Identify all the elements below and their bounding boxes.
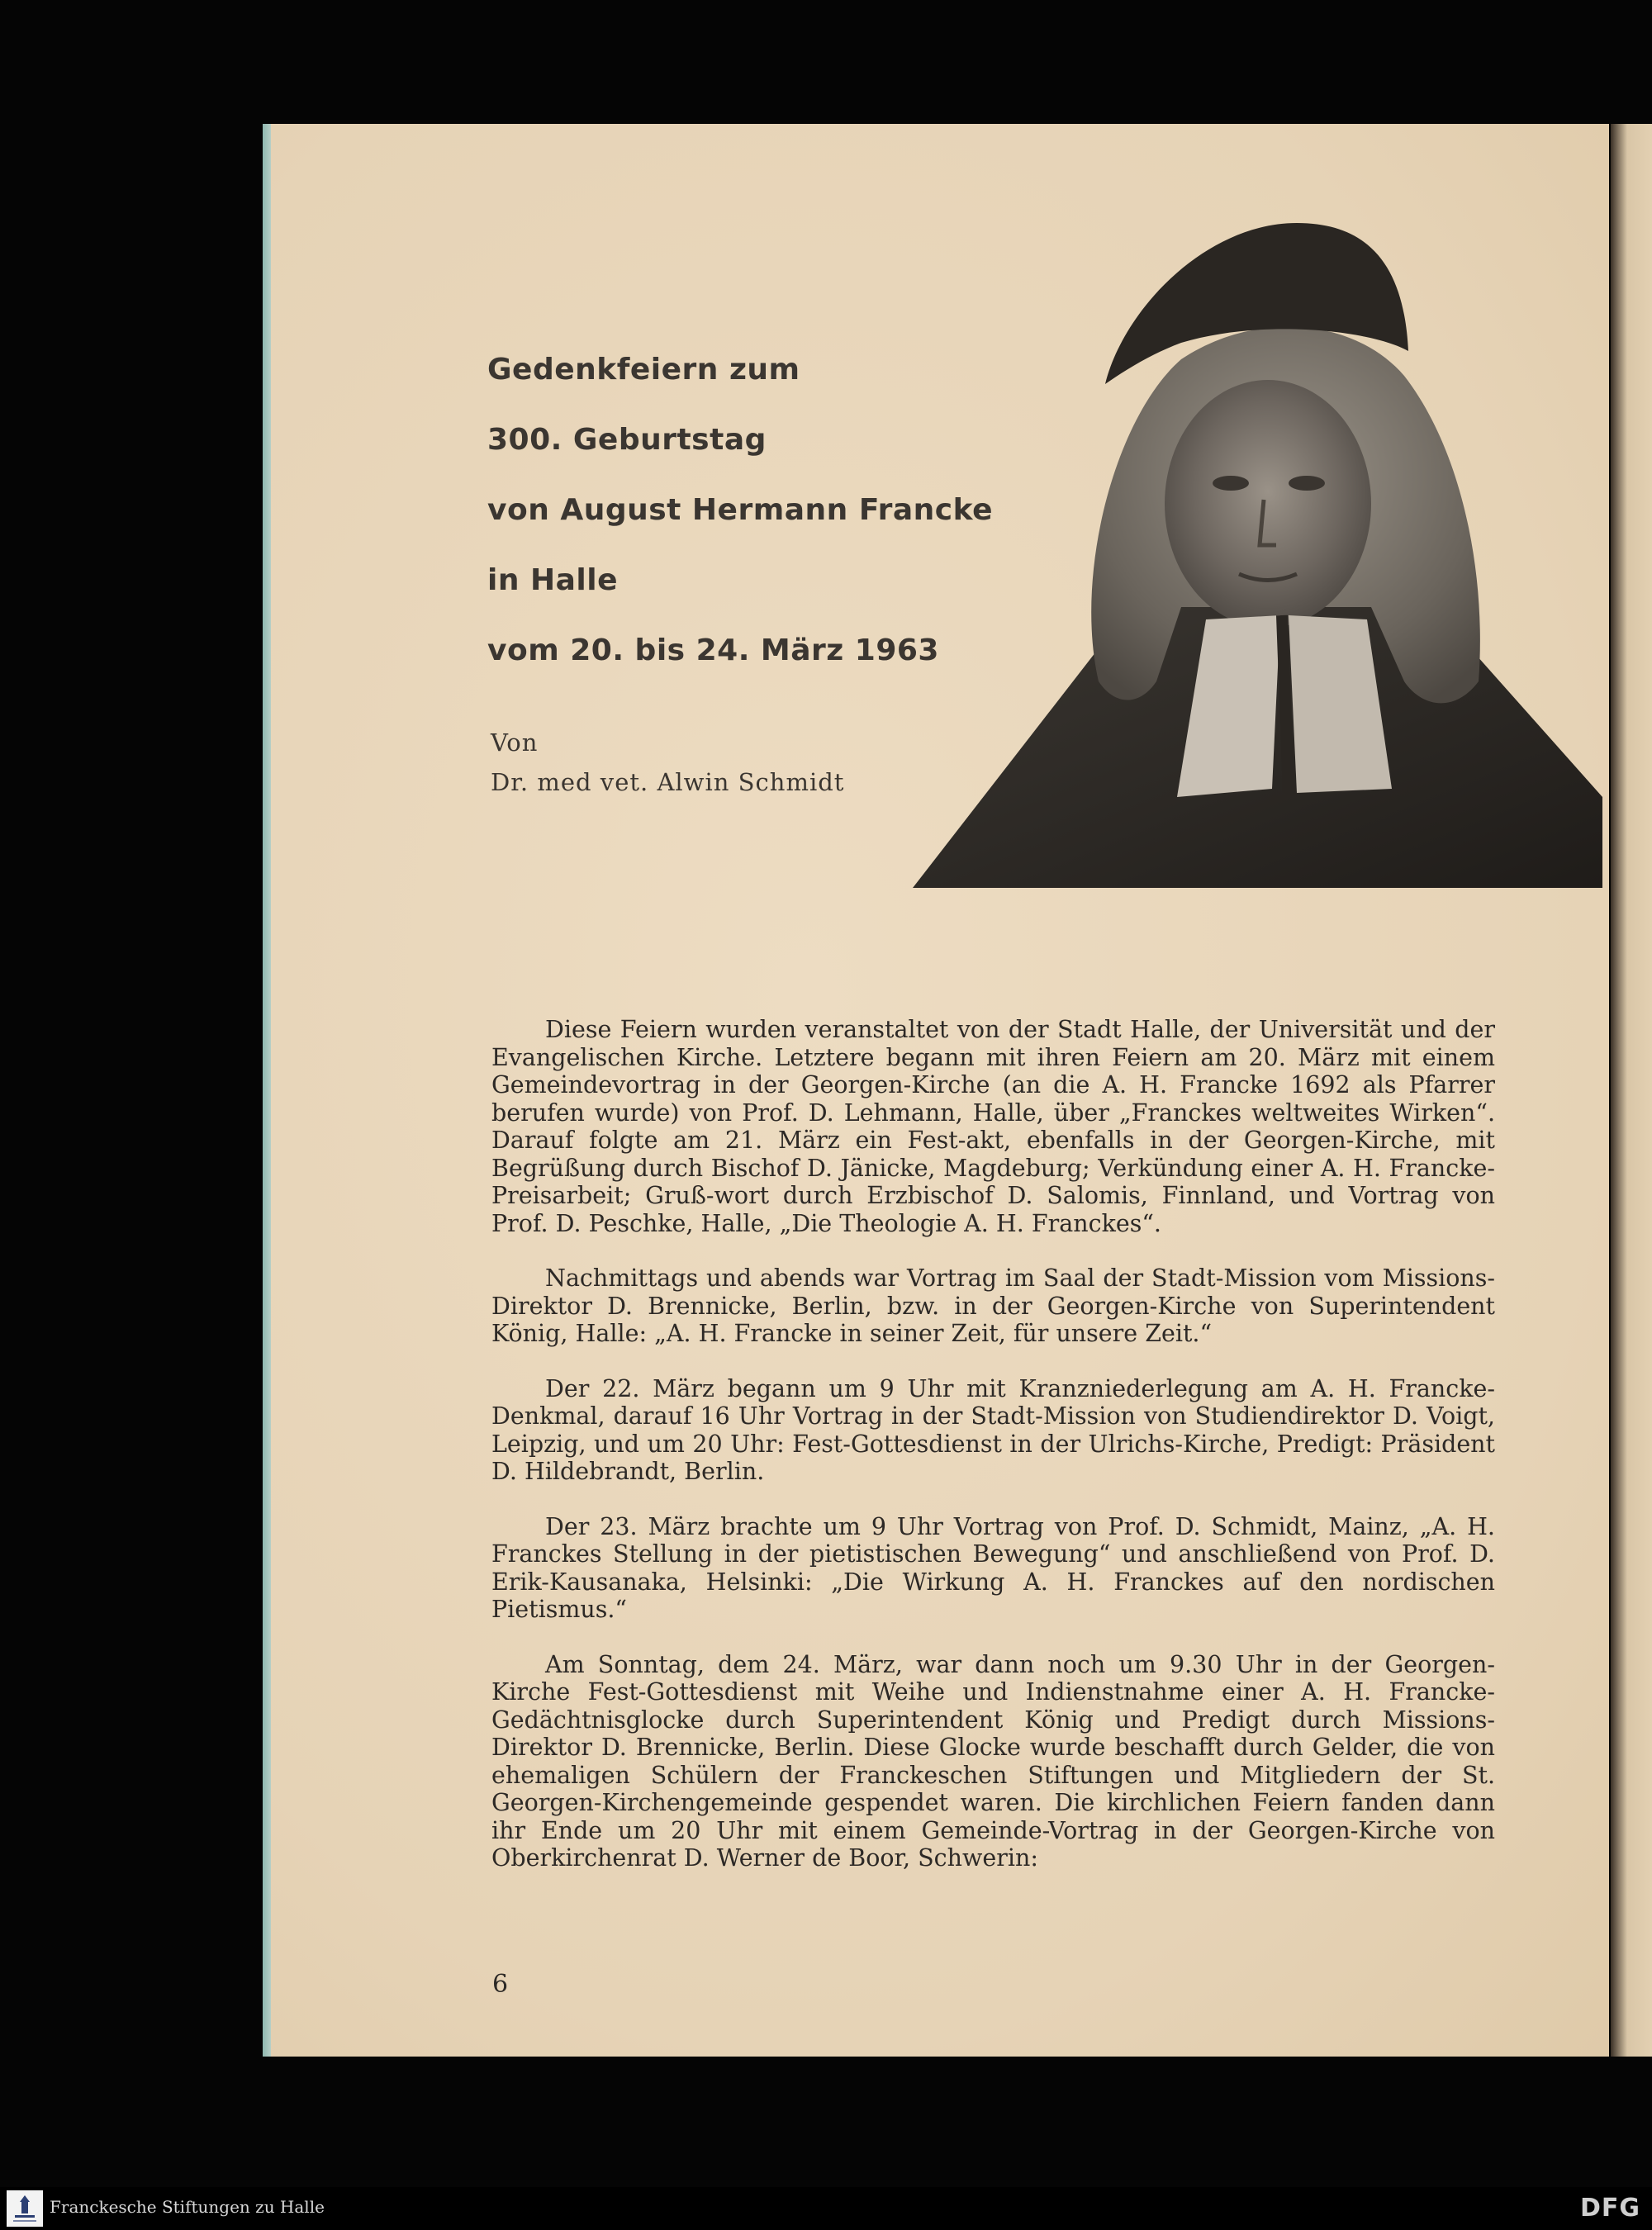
dfg-logo[interactable]: DFG [1579, 2194, 1640, 2223]
article-body [491, 1016, 1495, 1900]
heading-line: vom 20. bis 24. März 1963 [487, 633, 939, 667]
institution-logo-icon[interactable] [7, 2190, 43, 2227]
facing-page-edge [1611, 124, 1652, 2057]
portrait-image [909, 219, 1602, 900]
body-paragraph: Nachmittags und abends war Vortrag im Saal der Stadt-Mission vom Missions-Direktor D. Brennicke, Berlin, bzw. in der Georgen-Kirche von Superintendent König, Halle: „A. H. Francke in seiner Zeit, für unsere Zeit.“ [491, 1264, 1495, 1347]
byline-von: Von [491, 728, 539, 757]
heading-line: 300. Geburtstag [487, 423, 767, 457]
heading-line: von August Hermann Francke [487, 493, 994, 527]
footer-institution-name[interactable]: Franckesche Stiftungen zu Halle [50, 2197, 325, 2217]
heading-line: in Halle [487, 563, 619, 597]
body-paragraph: Der 22. März begann um 9 Uhr mit Kranzniederlegung am A. H. Francke-Denkmal, darauf 16 Uhr Vortrag in der Stadt-Mission von Studiendirektor D. Voigt, Leipzig, und um 20 Uhr: Fest-Gottesdienst in der Ulrichs-Kirche, Predigt: Präsident D. Hildebrandt, Berlin. [491, 1374, 1495, 1485]
body-paragraph: Am Sonntag, dem 24. März, war dann noch um 9.30 Uhr in der Georgen-Kirche Fest-Gottesdienst mit Weihe und Indienstnahme einer A. H. Francke-Gedächtnisglocke durch Superintendent König und Predigt durch Missions-Direktor D. Brennicke, Berlin. Diese Glocke wurde beschafft durch Gelder, die von ehemaligen Schülern der Franckeschen Stiftungen und Mitgliedern der St. Georgen-Kirchengemeinde gespendet waren. Die kirchlichen Feiern fanden dann ihr Ende um 20 Uhr mit einem Gemeinde-Vortrag in der Georgen-Kirche von Oberkirchenrat D. Werner de Boor, Schwerin: [491, 1650, 1495, 1872]
page-number: 6 [492, 1970, 509, 1999]
byline-author: Dr. med vet. Alwin Schmidt [491, 768, 845, 796]
body-paragraph: Diese Feiern wurden veranstaltet von der Stadt Halle, der Universität und der Evangelischen Kirche. Letztere begann mit ihren Feiern am 20. März mit einem Gemeindevortrag in der Georgen-Kirche (an die A. H. Francke 1692 als Pfarrer berufen wurde) von Prof. D. Lehmann, Halle, über „Franckes weltweites Wirken“. Darauf folgte am 21. März ein Fest-akt, ebenfalls in der Georgen-Kirche, mit Begrüßung durch Bischof D. Jänicke, Magdeburg; Verkündung einer A. H. Francke-Preisarbeit; Gruß-wort durch Erzbischof D. Salomis, Finnland, und Vortrag von Prof. D. Peschke, Halle, „Die Theologie A. H. Franckes“. [491, 1016, 1495, 1237]
heading-line: Gedenkfeiern zum [487, 353, 800, 387]
portrait-face [1165, 380, 1371, 628]
body-paragraph: Der 23. März brachte um 9 Uhr Vortrag von Prof. D. Schmidt, Mainz, „A. H. Franckes Stellung in der pietistischen Bewegung“ und anschließend von Prof. D. Erik-Kausanaka, Helsinki: „Die Wirkung A. H. Franckes auf den nordischen Pietismus.“ [491, 1512, 1495, 1623]
